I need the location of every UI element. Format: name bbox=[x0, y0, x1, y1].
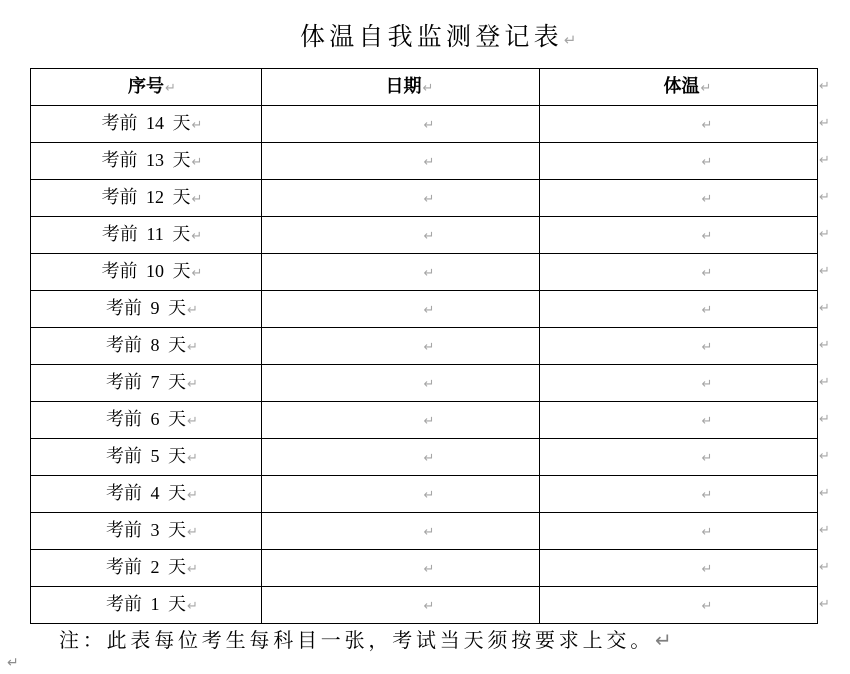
paragraph-mark-icon bbox=[187, 525, 198, 540]
day-label: 考前 5 天 bbox=[106, 445, 187, 466]
day-label-cell bbox=[31, 550, 262, 587]
end-of-row-mark-icon bbox=[819, 302, 830, 316]
date-cell[interactable] bbox=[262, 402, 540, 439]
day-label-cell bbox=[31, 291, 262, 328]
day-label: 考前 1 天 bbox=[106, 593, 187, 614]
table-row bbox=[31, 402, 818, 439]
paragraph-mark-icon bbox=[192, 266, 203, 281]
temperature-cell[interactable] bbox=[540, 217, 818, 254]
paragraph-mark-icon bbox=[702, 266, 713, 281]
day-label-cell bbox=[31, 254, 262, 291]
date-cell[interactable] bbox=[262, 365, 540, 402]
day-label: 考前 3 天 bbox=[106, 519, 187, 540]
table-row bbox=[31, 143, 818, 180]
day-label-cell bbox=[31, 513, 262, 550]
paragraph-mark-icon bbox=[187, 414, 198, 429]
paragraph-mark-icon bbox=[702, 155, 713, 170]
submission-note bbox=[59, 627, 672, 653]
paragraph-mark-icon bbox=[564, 31, 577, 49]
date-cell[interactable] bbox=[262, 513, 540, 550]
day-label: 考前 14 天 bbox=[101, 112, 191, 133]
day-label: 考前 9 天 bbox=[106, 297, 187, 318]
day-label-cell bbox=[31, 476, 262, 513]
day-label: 考前 6 天 bbox=[106, 408, 187, 429]
table-row bbox=[31, 365, 818, 402]
paragraph-mark-icon bbox=[702, 488, 713, 503]
paragraph-mark-icon bbox=[7, 655, 19, 671]
end-of-row-mark-icon bbox=[819, 598, 830, 612]
table-row bbox=[31, 291, 818, 328]
day-label: 考前 4 天 bbox=[106, 482, 187, 503]
paragraph-mark-icon bbox=[187, 451, 198, 466]
paragraph-mark-icon bbox=[187, 303, 198, 318]
paragraph-mark-icon bbox=[191, 229, 202, 244]
temperature-cell[interactable] bbox=[540, 254, 818, 291]
day-label: 考前 11 天 bbox=[101, 223, 191, 244]
day-label: 考前 12 天 bbox=[101, 186, 191, 207]
date-cell[interactable] bbox=[262, 439, 540, 476]
paragraph-mark-icon bbox=[702, 599, 713, 614]
paragraph-mark-icon bbox=[424, 414, 435, 429]
end-of-row-mark-icon bbox=[819, 450, 830, 464]
end-of-row-mark-icon bbox=[819, 376, 830, 390]
end-of-row-mark-icon bbox=[819, 524, 830, 538]
table-row bbox=[31, 587, 818, 624]
temperature-cell[interactable] bbox=[540, 439, 818, 476]
paragraph-mark-icon bbox=[424, 488, 435, 503]
day-label-cell bbox=[31, 587, 262, 624]
date-cell[interactable] bbox=[262, 180, 540, 217]
date-cell[interactable] bbox=[262, 254, 540, 291]
temperature-cell[interactable] bbox=[540, 106, 818, 143]
table-row bbox=[31, 550, 818, 587]
day-label-cell bbox=[31, 365, 262, 402]
end-of-row-mark-icon bbox=[819, 487, 830, 501]
end-of-row-mark-icon bbox=[819, 191, 830, 205]
table-row bbox=[31, 476, 818, 513]
paragraph-mark-icon bbox=[655, 628, 672, 652]
paragraph-mark-icon bbox=[187, 562, 198, 577]
paragraph-mark-icon bbox=[424, 340, 435, 355]
temperature-cell[interactable] bbox=[540, 476, 818, 513]
day-label-cell bbox=[31, 143, 262, 180]
end-of-row-mark-icon bbox=[819, 228, 830, 242]
date-cell[interactable] bbox=[262, 550, 540, 587]
temperature-cell[interactable] bbox=[540, 550, 818, 587]
paragraph-mark-icon bbox=[187, 340, 198, 355]
temperature-cell[interactable] bbox=[540, 587, 818, 624]
temperature-cell[interactable] bbox=[540, 328, 818, 365]
paragraph-mark-icon bbox=[424, 562, 435, 577]
paragraph-mark-icon bbox=[702, 377, 713, 392]
header-index-label: 序号 bbox=[128, 75, 165, 96]
end-of-row-mark-icon bbox=[819, 154, 830, 168]
paragraph-mark-icon bbox=[702, 451, 713, 466]
paragraph-mark-icon bbox=[187, 599, 198, 614]
paragraph-mark-icon bbox=[702, 229, 713, 244]
paragraph-mark-icon bbox=[702, 303, 713, 318]
end-of-row-mark-icon bbox=[819, 413, 830, 427]
header-temperature-label: 体温 bbox=[663, 75, 700, 96]
header-date bbox=[262, 69, 540, 106]
paragraph-mark-icon bbox=[424, 599, 435, 614]
temperature-log-table bbox=[30, 68, 818, 624]
header-index bbox=[31, 69, 262, 106]
paragraph-mark-icon bbox=[424, 377, 435, 392]
day-label-cell bbox=[31, 328, 262, 365]
paragraph-mark-icon bbox=[702, 340, 713, 355]
paragraph-mark-icon bbox=[424, 155, 435, 170]
table-row bbox=[31, 439, 818, 476]
paragraph-mark-icon bbox=[165, 81, 176, 96]
header-temperature bbox=[540, 69, 818, 106]
paragraph-mark-icon bbox=[424, 451, 435, 466]
day-label-cell bbox=[31, 439, 262, 476]
end-of-row-mark-icon bbox=[819, 339, 830, 353]
document-title-text: 体温自我监测登记表 bbox=[300, 24, 563, 51]
day-label-cell bbox=[31, 402, 262, 439]
paragraph-mark-icon bbox=[423, 81, 434, 96]
table-row bbox=[31, 328, 818, 365]
end-of-row-mark-icon bbox=[819, 561, 830, 575]
temperature-cell[interactable] bbox=[540, 402, 818, 439]
day-label-cell bbox=[31, 217, 262, 254]
date-cell[interactable] bbox=[262, 106, 540, 143]
table-row bbox=[31, 106, 818, 143]
day-label: 考前 8 天 bbox=[106, 334, 187, 355]
day-label: 考前 10 天 bbox=[101, 260, 191, 281]
table-row bbox=[31, 180, 818, 217]
paragraph-mark-icon bbox=[424, 303, 435, 318]
day-label-cell bbox=[31, 180, 262, 217]
paragraph-mark-icon bbox=[192, 192, 203, 207]
date-cell[interactable] bbox=[262, 291, 540, 328]
paragraph-mark-icon bbox=[702, 118, 713, 133]
temperature-cell[interactable] bbox=[540, 365, 818, 402]
end-of-row-mark-icon bbox=[819, 80, 830, 94]
table-row bbox=[31, 513, 818, 550]
paragraph-mark-icon bbox=[187, 488, 198, 503]
end-of-row-mark-icon bbox=[819, 117, 830, 131]
paragraph-mark-icon bbox=[424, 118, 435, 133]
header-date-label: 日期 bbox=[385, 75, 422, 96]
paragraph-mark-icon bbox=[702, 414, 713, 429]
paragraph-mark-icon bbox=[424, 266, 435, 281]
paragraph-mark-icon bbox=[192, 155, 203, 170]
paragraph-mark-icon bbox=[702, 525, 713, 540]
date-cell[interactable] bbox=[262, 217, 540, 254]
date-cell[interactable] bbox=[262, 587, 540, 624]
table-row bbox=[31, 254, 818, 291]
paragraph-mark-icon bbox=[702, 562, 713, 577]
date-cell[interactable] bbox=[262, 143, 540, 180]
day-label: 考前 2 天 bbox=[106, 556, 187, 577]
temperature-cell[interactable] bbox=[540, 291, 818, 328]
paragraph-mark-icon bbox=[192, 118, 203, 133]
document-title bbox=[300, 20, 576, 56]
temperature-cell[interactable] bbox=[540, 180, 818, 217]
paragraph-mark-icon bbox=[187, 377, 198, 392]
paragraph-mark-icon bbox=[701, 81, 712, 96]
end-of-row-mark-icon bbox=[819, 265, 830, 279]
day-label-cell bbox=[31, 106, 262, 143]
paragraph-mark-icon bbox=[424, 525, 435, 540]
date-cell[interactable] bbox=[262, 328, 540, 365]
day-label: 考前 7 天 bbox=[106, 371, 187, 392]
paragraph-mark-icon bbox=[702, 192, 713, 207]
day-label: 考前 13 天 bbox=[101, 149, 191, 170]
paragraph-mark-icon bbox=[424, 192, 435, 207]
temperature-cell[interactable] bbox=[540, 513, 818, 550]
temperature-cell[interactable] bbox=[540, 143, 818, 180]
table-header-row bbox=[31, 69, 818, 106]
paragraph-mark-icon bbox=[424, 229, 435, 244]
table-row bbox=[31, 217, 818, 254]
submission-note-text: 注：此表每位考生每科目一张，考试当天须按要求上交。 bbox=[59, 630, 654, 652]
date-cell[interactable] bbox=[262, 476, 540, 513]
